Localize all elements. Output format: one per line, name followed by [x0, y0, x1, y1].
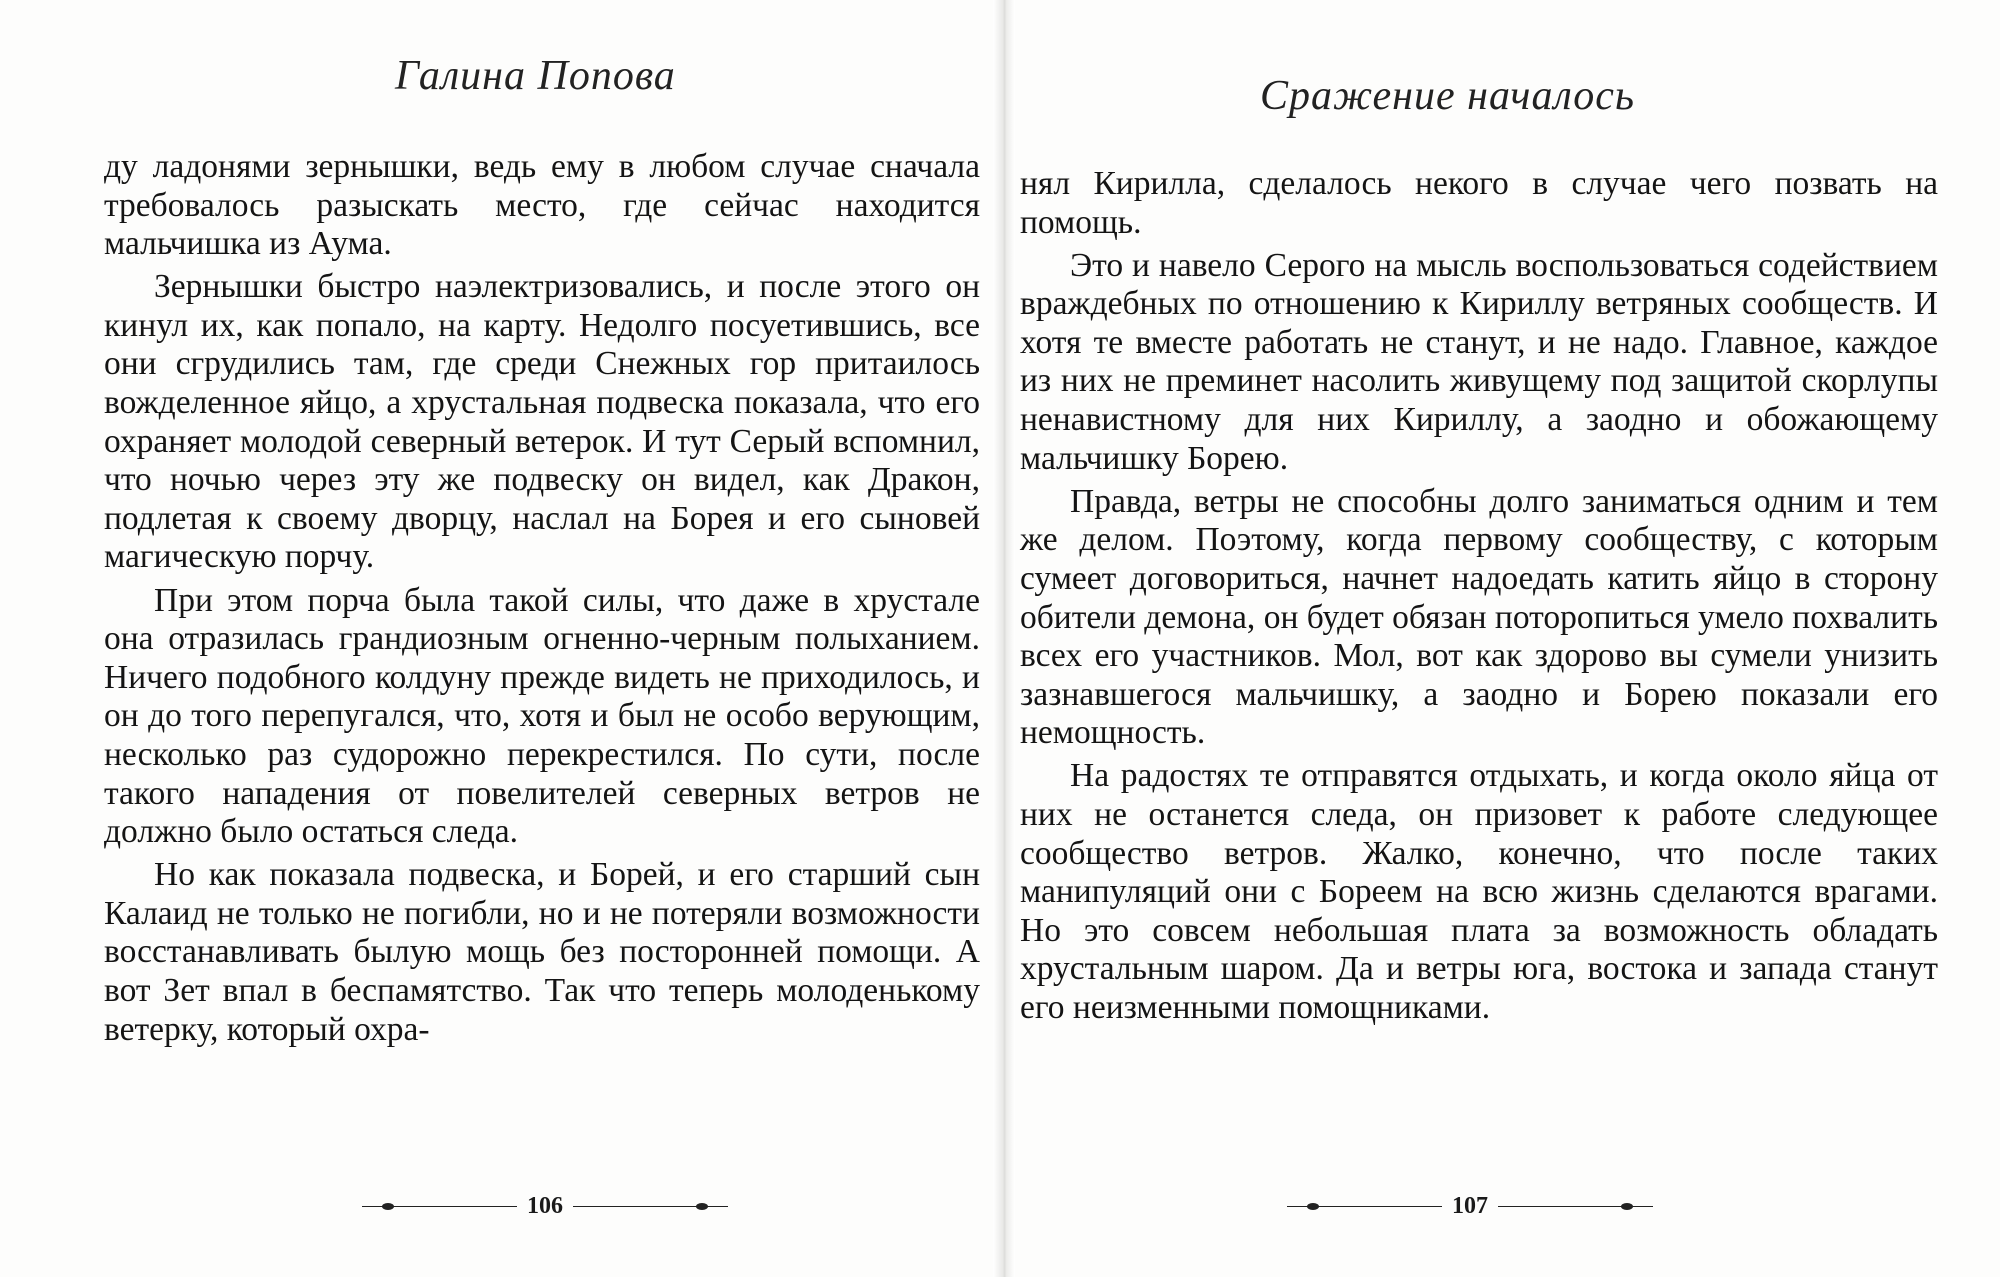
folio-left	[362, 1193, 728, 1220]
ornamental-rule	[573, 1205, 728, 1208]
left-page	[0, 0, 993, 1277]
book-gutter	[993, 0, 1015, 1277]
paragraph: При этом порча была такой силы, что даже в хрустале она отразилась грандиозным огненно-черным полыханием. Ничего подобного колдуну прежде видеть не приходилось, и он до того перепугался, что, хотя и был не особо верующим, несколько раз судорожно перекрестился. По сути, после такого нападения от повелителей северных ветров не должно было остаться следа.	[104, 581, 980, 851]
paragraph: нял Кирилла, сделалось некого в случае чего позвать на помощь.	[1020, 165, 1938, 241]
paragraph: Это и навело Серого на мысль воспользоваться содействием враждебных по отношению к Кириллу ветряных сообществ. И хотя те вместе работать не станут, и не надо. Главное, каждое из них не преминет насолить живущему под защитой скорлупы ненавистному для них Кириллу, а заодно и обожающему мальчишку Борею.	[1020, 246, 1938, 477]
paragraph: На радостях те отправятся отдыхать, и когда около яйца от них не останется следа, он призовет к работе следующее сообщество ветров. Жалко, конечно, что после таких манипуляций они с Бореем на всю жизнь сделаются врагами. Но это совсем небольшая плата за возможность обладать хрустальным шаром. Да и ветры юга, востока и запада станут его неизменными помощниками.	[1020, 757, 1938, 1026]
running-head-chapter: Сражение началось	[1260, 73, 1636, 119]
paragraph: ду ладонями зернышки, ведь ему в любом случае сначала требовалось разыскать место, где сейчас находится мальчишка из Аума.	[104, 148, 980, 263]
paragraph: Правда, ветры не способны долго заниматься одним и тем же делом. Поэтому, когда первому сообществу, с которым сумеет договориться, начнет надоедать катить яйцо в сторону обители демона, он будет обязан поторопиться умело похвалить всех его участников. Мол, вот как здорово вы сумели унизить зазнавшегося мальчишку, а заодно и Борею показали его немощность.	[1020, 482, 1938, 752]
paragraph: Но как показала подвеска, и Борей, и его старший сын Калаид не только не погибли, но и не потеряли возможности восстанавливать былую мощь без посторонней помощи. А вот Зет впал в беспамятство. Так что теперь молоденькому ветерку, который охра-	[104, 856, 980, 1048]
left-page-body	[104, 148, 980, 1054]
ornamental-rule	[1498, 1205, 1653, 1208]
page-number: 106	[527, 1193, 563, 1219]
folio-right	[1287, 1193, 1653, 1220]
right-page	[1015, 0, 2000, 1277]
paragraph: Зернышки быстро наэлектризовались, и после этого он кинул их, как попало, на карту. Недолго посуетившись, все они сгрудились там, где среди Снежных гор притаилось вожделенное яйцо, а хрустальная подвеска показала, что его охраняет молодой северный ветерок. И тут Серый вспомнил, что ночью через эту же подвеску он видел, как Дракон, подлетая к своему дворцу, наслал на Борея и его сыновей магическую порчу.	[104, 268, 980, 576]
running-head-author: Галина Попова	[395, 53, 676, 99]
ornamental-rule	[362, 1205, 517, 1208]
ornamental-rule	[1287, 1205, 1442, 1208]
right-page-body	[1020, 165, 1938, 1032]
page-number: 107	[1452, 1193, 1488, 1219]
